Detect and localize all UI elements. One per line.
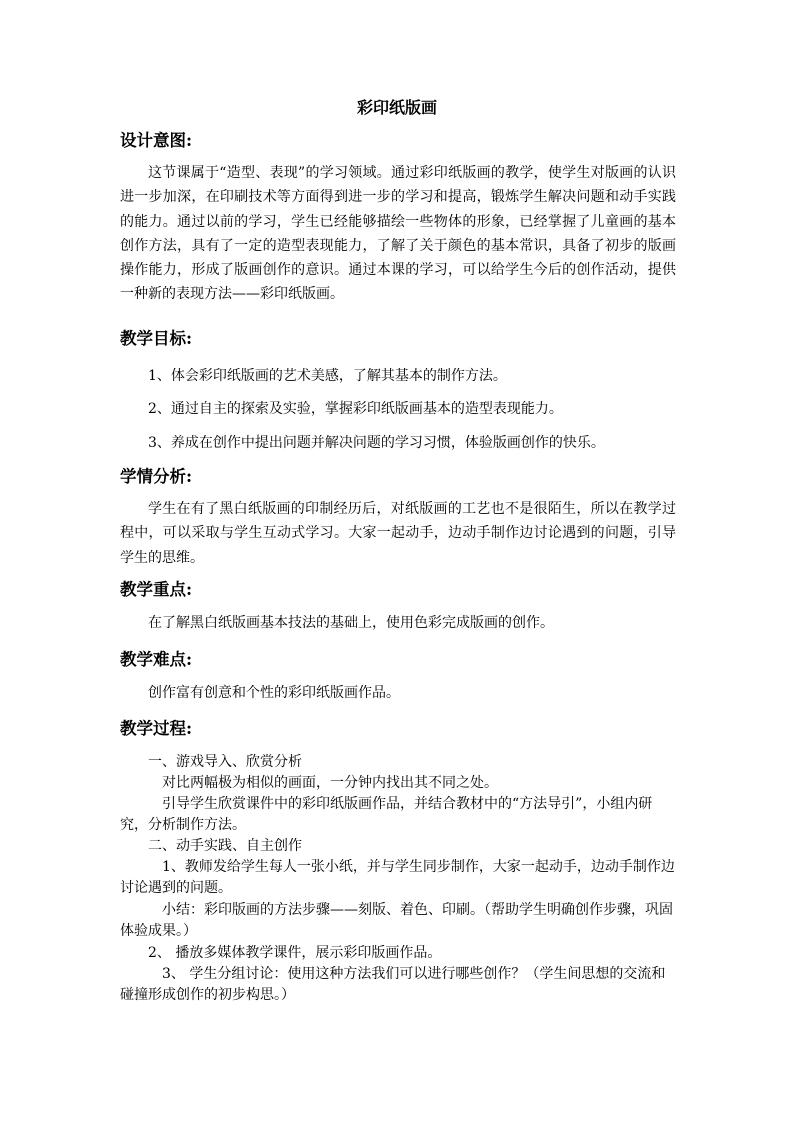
heading-process: 教学过程: <box>120 719 193 738</box>
process-line: 对比两幅极为相似的画面，一分钟内找出其不同之处。 <box>162 775 498 791</box>
heading-design-intent: 设计意图: <box>120 131 193 150</box>
key-points-text: 在了解黑白纸版画基本技法的基础上，使用色彩完成版画的创作。 <box>148 615 554 631</box>
heading-difficulties: 教学难点: <box>120 650 193 669</box>
process-paragraph: 3、 学生分组讨论：使用这种方法我们可以进行哪些创作？（学生间思想的交流和碰撞形成创作的初步构思。） <box>120 966 666 1003</box>
design-intent-text: 这节课属于“造型、表现”的学习领域。通过彩印纸版画的教学，使学生对版画的认识进一步加深，在印刷技术等方面得到进一步的学习和提高，锻炼学生解决问题和动手实践的能力。通过以前的学习，学生已经能够描绘一些物体的形象，已经掌握了儿童画的基本创作方法，具有了一定的造型表现能力，了解了关于颜色的基本常识，具备了初步的版画操作能力，形成了版画创作的意识。通过本课的学习，可以给学生今后的创作活动，提供一种新的表现方法——彩印纸版画。 <box>120 165 676 303</box>
objective-item: 2、通过自主的探索及实验，掌握彩印纸版画基本的造型表现能力。 <box>148 401 563 417</box>
process-paragraph: 引导学生欣赏课件中的彩印纸版画作品，并结合教材中的“方法导引”，小组内研究，分析制作方法。 <box>120 796 653 833</box>
heading-objectives: 教学目标: <box>120 329 193 348</box>
heading-key-points: 教学重点: <box>120 580 193 599</box>
objective-item: 3、养成在创作中提出问题并解决问题的学习习惯，体验版画创作的快乐。 <box>148 435 605 451</box>
difficulties-text: 创作富有创意和个性的彩印纸版画作品。 <box>148 685 400 701</box>
analysis-text: 学生在有了黑白纸版画的印制经历后，对纸版画的工艺也不是很陌生，所以在教学过程中，可以采取与学生互动式学习。大家一起动手，边动手制作边讨论遇到的问题，引导学生的思维。 <box>120 501 676 566</box>
process-paragraph: 小结：彩印版画的方法步骤——刻版、着色、印刷。（帮助学生明确创作步骤，巩固体验成果。） <box>120 902 673 939</box>
process-line: 2、 播放多媒体教学课件，展示彩印版画作品。 <box>148 945 442 961</box>
objective-item: 1、体会彩印纸版画的艺术美感，了解其基本的制作方法。 <box>148 368 507 384</box>
process-paragraph: 1、教师发给学生每人一张小纸，并与学生同步制作，大家一起动手，边动手制作边讨论遇到的问题。 <box>120 859 675 896</box>
process-line: 一、游戏导入、欣赏分析 <box>148 754 302 770</box>
process-line: 二、动手实践、自主创作 <box>148 838 302 854</box>
heading-analysis: 学情分析: <box>120 467 193 486</box>
document-title: 彩印纸版画 <box>356 98 437 117</box>
